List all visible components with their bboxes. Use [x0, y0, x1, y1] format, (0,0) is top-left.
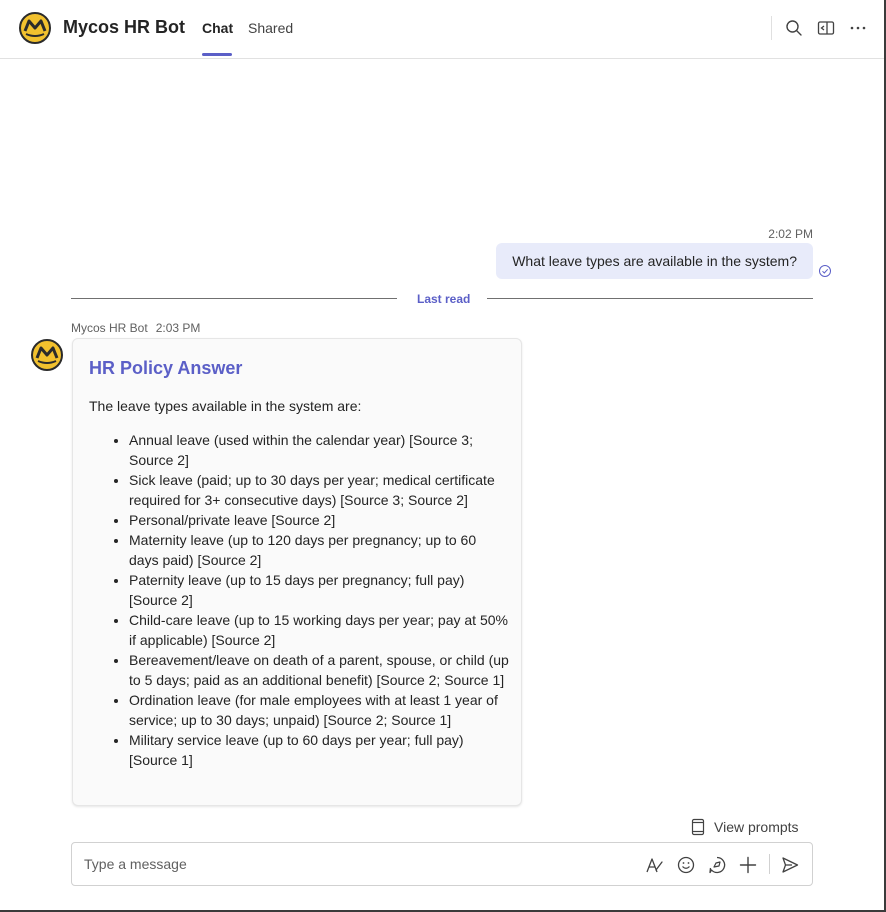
card-intro: The leave types available in the system are:	[89, 398, 362, 414]
more-options-icon[interactable]	[848, 18, 868, 38]
composer-divider	[769, 854, 770, 874]
user-message-bubble[interactable]: What leave types are available in the system?	[496, 243, 813, 279]
view-prompts-label: View prompts	[714, 819, 799, 835]
message-input[interactable]	[84, 843, 624, 885]
list-item: • Annual leave (used within the calendar year) [Source 3; Source 2]	[129, 430, 509, 470]
list-item: • Maternity leave (up to 120 days per pregnancy; up to 60 days paid) [Source 2]	[129, 530, 509, 570]
format-icon[interactable]	[644, 855, 664, 875]
attach-icon[interactable]	[738, 855, 758, 875]
list-item: • Bereavement/leave on death of a parent, spouse, or child (up to 5 days; paid as an additional benefit) [Source 2; Source 1]	[129, 650, 509, 690]
card-title: HR Policy Answer	[89, 358, 243, 378]
bot-logo-icon	[19, 12, 51, 44]
emoji-icon[interactable]	[676, 855, 696, 875]
list-item: • Ordination leave (for male employees with at least 1 year of service; up to 30 days; unpaid) [Source 2; Source 1]	[129, 690, 509, 730]
header-divider	[771, 16, 772, 40]
tab-shared[interactable]: Shared	[248, 20, 294, 36]
bot-sender-name: Mycos HR Bot	[71, 321, 148, 335]
app-title: Mycos HR Bot	[63, 17, 186, 37]
bot-message-time: 2:03 PM	[155, 321, 201, 335]
read-receipt-icon	[818, 264, 832, 278]
leave-types-list	[89, 430, 509, 770]
list-item: • Sick leave (paid; up to 30 days per year; medical certificate required for 3+ consecutive days) [Source 3; Source 2]	[129, 470, 509, 510]
list-item: • Military service leave (up to 60 days per year; full pay) [Source 1]	[129, 730, 509, 770]
last-read-line-right	[487, 298, 813, 299]
user-message-time: 2:02 PM	[768, 227, 813, 241]
list-item: • Personal/private leave [Source 2]	[129, 510, 509, 530]
list-item: • Paternity leave (up to 15 days per pregnancy; full pay) [Source 2]	[129, 570, 509, 610]
search-icon[interactable]	[784, 18, 804, 38]
active-tab-indicator	[202, 53, 232, 56]
last-read-label: Last read	[417, 292, 471, 306]
pop-out-icon[interactable]	[816, 18, 836, 38]
hr-policy-card	[72, 338, 522, 806]
loop-icon[interactable]	[707, 855, 727, 875]
app-header	[0, 0, 884, 59]
bot-message-meta	[71, 321, 200, 335]
tab-chat[interactable]: Chat	[202, 20, 234, 36]
last-read-line-left	[71, 298, 397, 299]
prompts-book-icon	[690, 818, 706, 836]
list-item: • Child-care leave (up to 15 working days per year; pay at 50% if applicable) [Source 2]	[129, 610, 509, 650]
bot-avatar[interactable]	[31, 339, 63, 371]
send-icon[interactable]	[780, 855, 800, 875]
message-composer	[71, 842, 813, 886]
